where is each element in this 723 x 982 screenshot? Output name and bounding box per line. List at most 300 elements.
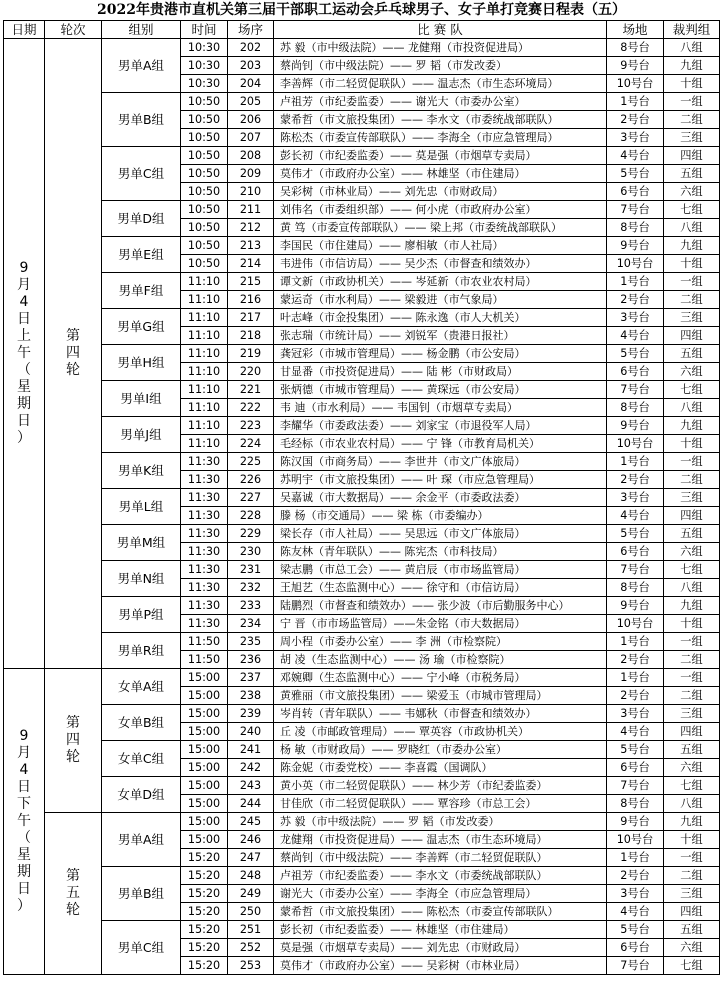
- time-cell: 15:20: [181, 849, 228, 867]
- table-cell: 7号台: [607, 381, 664, 399]
- match-teams-cell: 王旭艺（生态监测中心）—— 徐守和（市信访局）: [274, 579, 607, 597]
- referee-cell: 二组: [664, 651, 720, 669]
- match-no-cell: 208: [228, 147, 274, 165]
- table-cell: 5号台: [607, 921, 664, 939]
- time-cell: 11:10: [181, 399, 228, 417]
- match-no-cell: 250: [228, 903, 274, 921]
- match-no-cell: 233: [228, 597, 274, 615]
- referee-cell: 七组: [664, 381, 720, 399]
- referee-cell: 八组: [664, 795, 720, 813]
- table-row: [4, 201, 720, 219]
- group-cell: 男单R组: [102, 633, 181, 669]
- table-row: [4, 741, 720, 759]
- match-no-cell: 238: [228, 687, 274, 705]
- referee-cell: 二组: [664, 471, 720, 489]
- table-cell: 4号台: [607, 723, 664, 741]
- table-cell: 3号台: [607, 705, 664, 723]
- time-cell: 10:50: [181, 183, 228, 201]
- match-no-cell: 232: [228, 579, 274, 597]
- header-round: 轮次: [45, 21, 102, 39]
- referee-cell: 九组: [664, 813, 720, 831]
- match-no-cell: 215: [228, 273, 274, 291]
- match-no-cell: 207: [228, 129, 274, 147]
- group-cell: 男单K组: [102, 453, 181, 489]
- match-no-cell: 237: [228, 669, 274, 687]
- table-cell: 2号台: [607, 651, 664, 669]
- time-cell: 10:50: [181, 237, 228, 255]
- referee-cell: 七组: [664, 561, 720, 579]
- table-cell: 1号台: [607, 849, 664, 867]
- match-no-cell: 213: [228, 237, 274, 255]
- time-cell: 15:00: [181, 795, 228, 813]
- referee-cell: 六组: [664, 939, 720, 957]
- match-no-cell: 214: [228, 255, 274, 273]
- time-cell: 10:50: [181, 219, 228, 237]
- group-cell: 女单C组: [102, 741, 181, 777]
- referee-cell: 四组: [664, 903, 720, 921]
- match-no-cell: 203: [228, 57, 274, 75]
- time-cell: 11:30: [181, 597, 228, 615]
- match-no-cell: 251: [228, 921, 274, 939]
- referee-cell: 五组: [664, 921, 720, 939]
- match-teams-cell: 莫是强（市烟草专卖局）—— 刘先忠（市财政局）: [274, 939, 607, 957]
- match-no-cell: 249: [228, 885, 274, 903]
- table-cell: 7号台: [607, 777, 664, 795]
- time-cell: 11:10: [181, 291, 228, 309]
- referee-cell: 三组: [664, 129, 720, 147]
- referee-cell: 五组: [664, 741, 720, 759]
- referee-cell: 三组: [664, 705, 720, 723]
- table-row: [4, 597, 720, 615]
- match-teams-cell: 梁长存（市人社局）—— 吴思远（市文广体旅局）: [274, 525, 607, 543]
- table-row: [4, 705, 720, 723]
- table-cell: 5号台: [607, 741, 664, 759]
- match-teams-cell: 蒙运奇（市水利局）—— 梁毅进（市气象局）: [274, 291, 607, 309]
- match-teams-cell: 甘佳欣（市二轻贸促联队）—— 覃容珍（市总工会）: [274, 795, 607, 813]
- referee-cell: 六组: [664, 183, 720, 201]
- group-cell: 女单A组: [102, 669, 181, 705]
- match-teams-cell: 岑肖转（青年联队）—— 韦娜秋（市督查和绩效办）: [274, 705, 607, 723]
- referee-cell: 二组: [664, 687, 720, 705]
- table-row: [4, 417, 720, 435]
- time-cell: 11:10: [181, 435, 228, 453]
- table-cell: 10号台: [607, 435, 664, 453]
- group-cell: 男单J组: [102, 417, 181, 453]
- match-no-cell: 219: [228, 345, 274, 363]
- table-row: [4, 453, 720, 471]
- time-cell: 15:00: [181, 705, 228, 723]
- table-row: [4, 867, 720, 885]
- match-teams-cell: 黄小英（市二轻贸促联队）—— 林少芳（市纪委监委）: [274, 777, 607, 795]
- table-cell: 8号台: [607, 219, 664, 237]
- time-cell: 10:50: [181, 201, 228, 219]
- time-cell: 15:20: [181, 939, 228, 957]
- match-teams-cell: 梁志鹏（市总工会）—— 黄启辰（市市场监管局）: [274, 561, 607, 579]
- header-teams: 比 赛 队: [274, 21, 607, 39]
- match-teams-cell: 陈汉国（市商务局）—— 李世井（市文广体旅局）: [274, 453, 607, 471]
- referee-cell: 六组: [664, 759, 720, 777]
- match-no-cell: 211: [228, 201, 274, 219]
- time-cell: 11:10: [181, 363, 228, 381]
- referee-cell: 十组: [664, 831, 720, 849]
- time-cell: 15:20: [181, 921, 228, 939]
- table-row: [4, 93, 720, 111]
- time-cell: 11:30: [181, 561, 228, 579]
- match-teams-cell: 李善辉（市二轻贸促联队）—— 温志杰（市生态环境局）: [274, 75, 607, 93]
- table-cell: 2号台: [607, 471, 664, 489]
- table-cell: 1号台: [607, 93, 664, 111]
- referee-cell: 八组: [664, 579, 720, 597]
- match-teams-cell: 黄 笃（市委宣传部联队）—— 梁上邦（市委统战部联队）: [274, 219, 607, 237]
- table-cell: 9号台: [607, 813, 664, 831]
- referee-cell: 八组: [664, 219, 720, 237]
- referee-cell: 十组: [664, 75, 720, 93]
- header-table: 场地: [607, 21, 664, 39]
- table-row: [4, 309, 720, 327]
- time-cell: 10:50: [181, 165, 228, 183]
- time-cell: 11:30: [181, 489, 228, 507]
- match-teams-cell: 甘显番（市投资促进局）—— 陆 彬（市财政局）: [274, 363, 607, 381]
- match-teams-cell: 李国民（市住建局）—— 廖相敏（市人社局）: [274, 237, 607, 255]
- table-row: [4, 921, 720, 939]
- match-teams-cell: 邓婉卿（生态监测中心）—— 宁小峰（市税务局）: [274, 669, 607, 687]
- match-no-cell: 230: [228, 543, 274, 561]
- time-cell: 11:30: [181, 615, 228, 633]
- referee-cell: 一组: [664, 633, 720, 651]
- match-teams-cell: 谭文新（市政协机关）—— 岑延新（市农业农村局）: [274, 273, 607, 291]
- table-cell: 5号台: [607, 345, 664, 363]
- referee-cell: 八组: [664, 399, 720, 417]
- match-no-cell: 235: [228, 633, 274, 651]
- referee-cell: 二组: [664, 111, 720, 129]
- table-row: [4, 633, 720, 651]
- time-cell: 15:00: [181, 759, 228, 777]
- time-cell: 15:00: [181, 669, 228, 687]
- table-cell: 9号台: [607, 57, 664, 75]
- time-cell: 10:50: [181, 111, 228, 129]
- table-cell: 10号台: [607, 255, 664, 273]
- table-cell: 2号台: [607, 867, 664, 885]
- referee-cell: 八组: [664, 39, 720, 57]
- table-cell: 4号台: [607, 507, 664, 525]
- time-cell: 15:20: [181, 957, 228, 975]
- time-cell: 15:00: [181, 723, 228, 741]
- match-no-cell: 204: [228, 75, 274, 93]
- referee-cell: 四组: [664, 723, 720, 741]
- match-teams-cell: 陈金妮（市委党校）—— 李喜霞（国调队）: [274, 759, 607, 777]
- match-teams-cell: 韦 迪（市水利局）—— 韦国钊（市烟草专卖局）: [274, 399, 607, 417]
- match-teams-cell: 吴彩树（市林业局）—— 刘先忠（市财政局）: [274, 183, 607, 201]
- match-teams-cell: 苏 毅（市中级法院）—— 罗 韬（市发改委）: [274, 813, 607, 831]
- table-cell: 5号台: [607, 165, 664, 183]
- group-cell: 男单L组: [102, 489, 181, 525]
- table-cell: 8号台: [607, 795, 664, 813]
- match-teams-cell: 陈松杰（市委宣传部联队）—— 李海全（市应急管理局）: [274, 129, 607, 147]
- time-cell: 11:10: [181, 381, 228, 399]
- table-cell: 10号台: [607, 831, 664, 849]
- match-teams-cell: 苏 毅（市中级法院）—— 龙健翔（市投资促进局）: [274, 39, 607, 57]
- group-cell: 男单C组: [102, 147, 181, 201]
- match-no-cell: 236: [228, 651, 274, 669]
- table-row: [4, 777, 720, 795]
- time-cell: 11:50: [181, 633, 228, 651]
- table-cell: 7号台: [607, 957, 664, 975]
- table-cell: 1号台: [607, 273, 664, 291]
- match-teams-cell: 彭长初（市纪委监委）—— 林雄坚（市住建局）: [274, 921, 607, 939]
- referee-cell: 二组: [664, 867, 720, 885]
- table-row: [4, 561, 720, 579]
- match-teams-cell: 卢祖芳（市纪委监委）—— 谢光大（市委办公室）: [274, 93, 607, 111]
- match-no-cell: 202: [228, 39, 274, 57]
- table-cell: 2号台: [607, 111, 664, 129]
- time-cell: 10:50: [181, 255, 228, 273]
- match-no-cell: 253: [228, 957, 274, 975]
- match-teams-cell: 龙健翔（市投资促进局）—— 温志杰（市生态环境局）: [274, 831, 607, 849]
- time-cell: 11:50: [181, 651, 228, 669]
- match-no-cell: 228: [228, 507, 274, 525]
- group-cell: 男单A组: [102, 813, 181, 867]
- schedule-body: [4, 39, 720, 975]
- group-cell: 男单A组: [102, 39, 181, 93]
- table-cell: 8号台: [607, 579, 664, 597]
- time-cell: 11:10: [181, 273, 228, 291]
- time-cell: 15:00: [181, 831, 228, 849]
- header-referee: 裁判组: [664, 21, 720, 39]
- date-cell: 9 月 4 日 上 午 （ 星 期 日 ）: [4, 39, 45, 669]
- match-no-cell: 234: [228, 615, 274, 633]
- table-row: [4, 813, 720, 831]
- time-cell: 10:50: [181, 129, 228, 147]
- match-no-cell: 240: [228, 723, 274, 741]
- match-teams-cell: 陈友林（青年联队）—— 陈宪杰（市科技局）: [274, 543, 607, 561]
- table-cell: 8号台: [607, 39, 664, 57]
- referee-cell: 十组: [664, 435, 720, 453]
- time-cell: 11:30: [181, 507, 228, 525]
- match-no-cell: 224: [228, 435, 274, 453]
- match-teams-cell: 谢光大（市委办公室）—— 李海全（市应急管理局）: [274, 885, 607, 903]
- table-cell: 9号台: [607, 237, 664, 255]
- time-cell: 11:30: [181, 471, 228, 489]
- group-cell: 男单B组: [102, 867, 181, 921]
- match-no-cell: 223: [228, 417, 274, 435]
- referee-cell: 一组: [664, 669, 720, 687]
- match-teams-cell: 吴嘉诚（市大数据局）—— 余金平（市委政法委）: [274, 489, 607, 507]
- referee-cell: 三组: [664, 885, 720, 903]
- referee-cell: 五组: [664, 165, 720, 183]
- match-no-cell: 247: [228, 849, 274, 867]
- time-cell: 11:10: [181, 327, 228, 345]
- referee-cell: 五组: [664, 345, 720, 363]
- time-cell: 10:50: [181, 147, 228, 165]
- match-no-cell: 231: [228, 561, 274, 579]
- match-no-cell: 246: [228, 831, 274, 849]
- time-cell: 11:30: [181, 525, 228, 543]
- match-no-cell: 229: [228, 525, 274, 543]
- group-cell: 男单M组: [102, 525, 181, 561]
- time-cell: 15:00: [181, 687, 228, 705]
- match-teams-cell: 杨 敏（市财政局）—— 罗晓红（市委办公室）: [274, 741, 607, 759]
- header-row: [4, 21, 720, 39]
- referee-cell: 九组: [664, 237, 720, 255]
- match-no-cell: 225: [228, 453, 274, 471]
- match-teams-cell: 蒙希哲（市文旅投集团）—— 陈松杰（市委宣传部联队）: [274, 903, 607, 921]
- referee-cell: 四组: [664, 327, 720, 345]
- match-no-cell: 210: [228, 183, 274, 201]
- table-cell: 1号台: [607, 453, 664, 471]
- referee-cell: 六组: [664, 543, 720, 561]
- table-row: [4, 381, 720, 399]
- match-teams-cell: 胡 凌（生态监测中心）—— 汤 瑜（市检察院）: [274, 651, 607, 669]
- match-teams-cell: 黄雅丽（市文旅投集团）—— 梁爱玉（市城市管理局）: [274, 687, 607, 705]
- time-cell: 10:50: [181, 93, 228, 111]
- match-no-cell: 248: [228, 867, 274, 885]
- date-cell: 9 月 4 日 下 午 （ 星 期 日 ）: [4, 669, 45, 975]
- match-no-cell: 216: [228, 291, 274, 309]
- time-cell: 10:30: [181, 75, 228, 93]
- match-teams-cell: 周小程（市委办公室）—— 李 洲（市检察院）: [274, 633, 607, 651]
- match-no-cell: 252: [228, 939, 274, 957]
- table-cell: 6号台: [607, 543, 664, 561]
- time-cell: 15:20: [181, 903, 228, 921]
- table-cell: 3号台: [607, 129, 664, 147]
- match-no-cell: 226: [228, 471, 274, 489]
- round-cell: 第 四 轮: [45, 39, 102, 669]
- referee-cell: 五组: [664, 525, 720, 543]
- table-row: [4, 273, 720, 291]
- table-cell: 10号台: [607, 615, 664, 633]
- referee-cell: 一组: [664, 93, 720, 111]
- group-cell: 女单D组: [102, 777, 181, 813]
- table-row: [4, 345, 720, 363]
- table-row: [4, 525, 720, 543]
- table-cell: 1号台: [607, 633, 664, 651]
- time-cell: 15:00: [181, 741, 228, 759]
- match-no-cell: 206: [228, 111, 274, 129]
- referee-cell: 十组: [664, 615, 720, 633]
- match-teams-cell: 陆鹏烈（市督查和绩效办）—— 张少波（市后勤服务中心）: [274, 597, 607, 615]
- table-cell: 5号台: [607, 525, 664, 543]
- match-no-cell: 222: [228, 399, 274, 417]
- match-teams-cell: 卢祖芳（市纪委监委）—— 李水文（市委统战部联队）: [274, 867, 607, 885]
- table-cell: 7号台: [607, 561, 664, 579]
- table-cell: 8号台: [607, 399, 664, 417]
- match-no-cell: 239: [228, 705, 274, 723]
- table-cell: 4号台: [607, 327, 664, 345]
- referee-cell: 一组: [664, 273, 720, 291]
- table-cell: 6号台: [607, 363, 664, 381]
- match-teams-cell: 宁 晋（市市场监管局）——朱金铭（市大数据局）: [274, 615, 607, 633]
- match-teams-cell: 韦进伟（市信访局）—— 吴少杰（市督查和绩效办）: [274, 255, 607, 273]
- match-no-cell: 218: [228, 327, 274, 345]
- group-cell: 男单P组: [102, 597, 181, 633]
- match-no-cell: 245: [228, 813, 274, 831]
- table-cell: 3号台: [607, 885, 664, 903]
- table-cell: 6号台: [607, 939, 664, 957]
- referee-cell: 十组: [664, 255, 720, 273]
- schedule-title: 2022年贵港市直机关第三届干部职工运动会乒乓球男子、女子单打竞赛日程表（五）: [97, 2, 626, 18]
- table-row: [4, 39, 720, 57]
- header-match-no: 场序: [228, 21, 274, 39]
- table-cell: 4号台: [607, 903, 664, 921]
- group-cell: 男单E组: [102, 237, 181, 273]
- referee-cell: 六组: [664, 363, 720, 381]
- match-no-cell: 212: [228, 219, 274, 237]
- group-cell: 男单N组: [102, 561, 181, 597]
- table-row: [4, 669, 720, 687]
- match-no-cell: 217: [228, 309, 274, 327]
- schedule-table: [3, 20, 720, 975]
- table-cell: 2号台: [607, 291, 664, 309]
- match-no-cell: 221: [228, 381, 274, 399]
- round-cell: 第 四 轮: [45, 669, 102, 813]
- referee-cell: 九组: [664, 597, 720, 615]
- table-cell: 4号台: [607, 147, 664, 165]
- match-teams-cell: 彭长初（市纪委监委）—— 莫是强（市烟草专卖局）: [274, 147, 607, 165]
- match-teams-cell: 李耀华（市委政法委）—— 刘家宝（市退役军人局）: [274, 417, 607, 435]
- group-cell: 男单C组: [102, 921, 181, 975]
- referee-cell: 九组: [664, 57, 720, 75]
- match-no-cell: 209: [228, 165, 274, 183]
- match-teams-cell: 毛经标（市农业农村局）—— 宁 锋（市教育局机关）: [274, 435, 607, 453]
- group-cell: 男单I组: [102, 381, 181, 417]
- header-group: 组别: [102, 21, 181, 39]
- match-teams-cell: 丘 凌（市邮政管理局）—— 覃英容（市政协机关）: [274, 723, 607, 741]
- match-teams-cell: 龚冠彩（市城市管理局）—— 杨金鹏（市公安局）: [274, 345, 607, 363]
- referee-cell: 三组: [664, 489, 720, 507]
- match-teams-cell: 滕 杨（市交通局）—— 梁 栋（市委编办）: [274, 507, 607, 525]
- table-cell: 7号台: [607, 201, 664, 219]
- match-no-cell: 244: [228, 795, 274, 813]
- table-row: [4, 147, 720, 165]
- referee-cell: 七组: [664, 201, 720, 219]
- time-cell: 15:20: [181, 867, 228, 885]
- referee-cell: 三组: [664, 309, 720, 327]
- table-cell: 10号台: [607, 75, 664, 93]
- time-cell: 11:10: [181, 417, 228, 435]
- time-cell: 11:30: [181, 579, 228, 597]
- table-cell: 9号台: [607, 597, 664, 615]
- time-cell: 11:30: [181, 453, 228, 471]
- group-cell: 男单G组: [102, 309, 181, 345]
- group-cell: 男单H组: [102, 345, 181, 381]
- time-cell: 10:30: [181, 39, 228, 57]
- match-teams-cell: 蔡尚钊（市中级法院）—— 罗 韬（市发改委）: [274, 57, 607, 75]
- match-teams-cell: 张炳德（市城市管理局）—— 黄琛远（市公安局）: [274, 381, 607, 399]
- time-cell: 15:20: [181, 885, 228, 903]
- header-time: 时间: [181, 21, 228, 39]
- referee-cell: 四组: [664, 147, 720, 165]
- time-cell: 11:10: [181, 345, 228, 363]
- header-date: 日期: [4, 21, 45, 39]
- match-no-cell: 205: [228, 93, 274, 111]
- match-teams-cell: 张志瑞（市统计局）—— 刘锐军（贵港日报社）: [274, 327, 607, 345]
- table-cell: 6号台: [607, 759, 664, 777]
- table-row: [4, 489, 720, 507]
- referee-cell: 四组: [664, 507, 720, 525]
- time-cell: 10:30: [181, 57, 228, 75]
- time-cell: 15:00: [181, 777, 228, 795]
- match-teams-cell: 叶志峰（市金投集团）—— 陈永逸（市人大机关）: [274, 309, 607, 327]
- referee-cell: 七组: [664, 777, 720, 795]
- group-cell: 男单F组: [102, 273, 181, 309]
- group-cell: 女单B组: [102, 705, 181, 741]
- table-cell: 9号台: [607, 417, 664, 435]
- table-cell: 3号台: [607, 309, 664, 327]
- group-cell: 男单D组: [102, 201, 181, 237]
- referee-cell: 七组: [664, 957, 720, 975]
- referee-cell: 一组: [664, 453, 720, 471]
- match-no-cell: 243: [228, 777, 274, 795]
